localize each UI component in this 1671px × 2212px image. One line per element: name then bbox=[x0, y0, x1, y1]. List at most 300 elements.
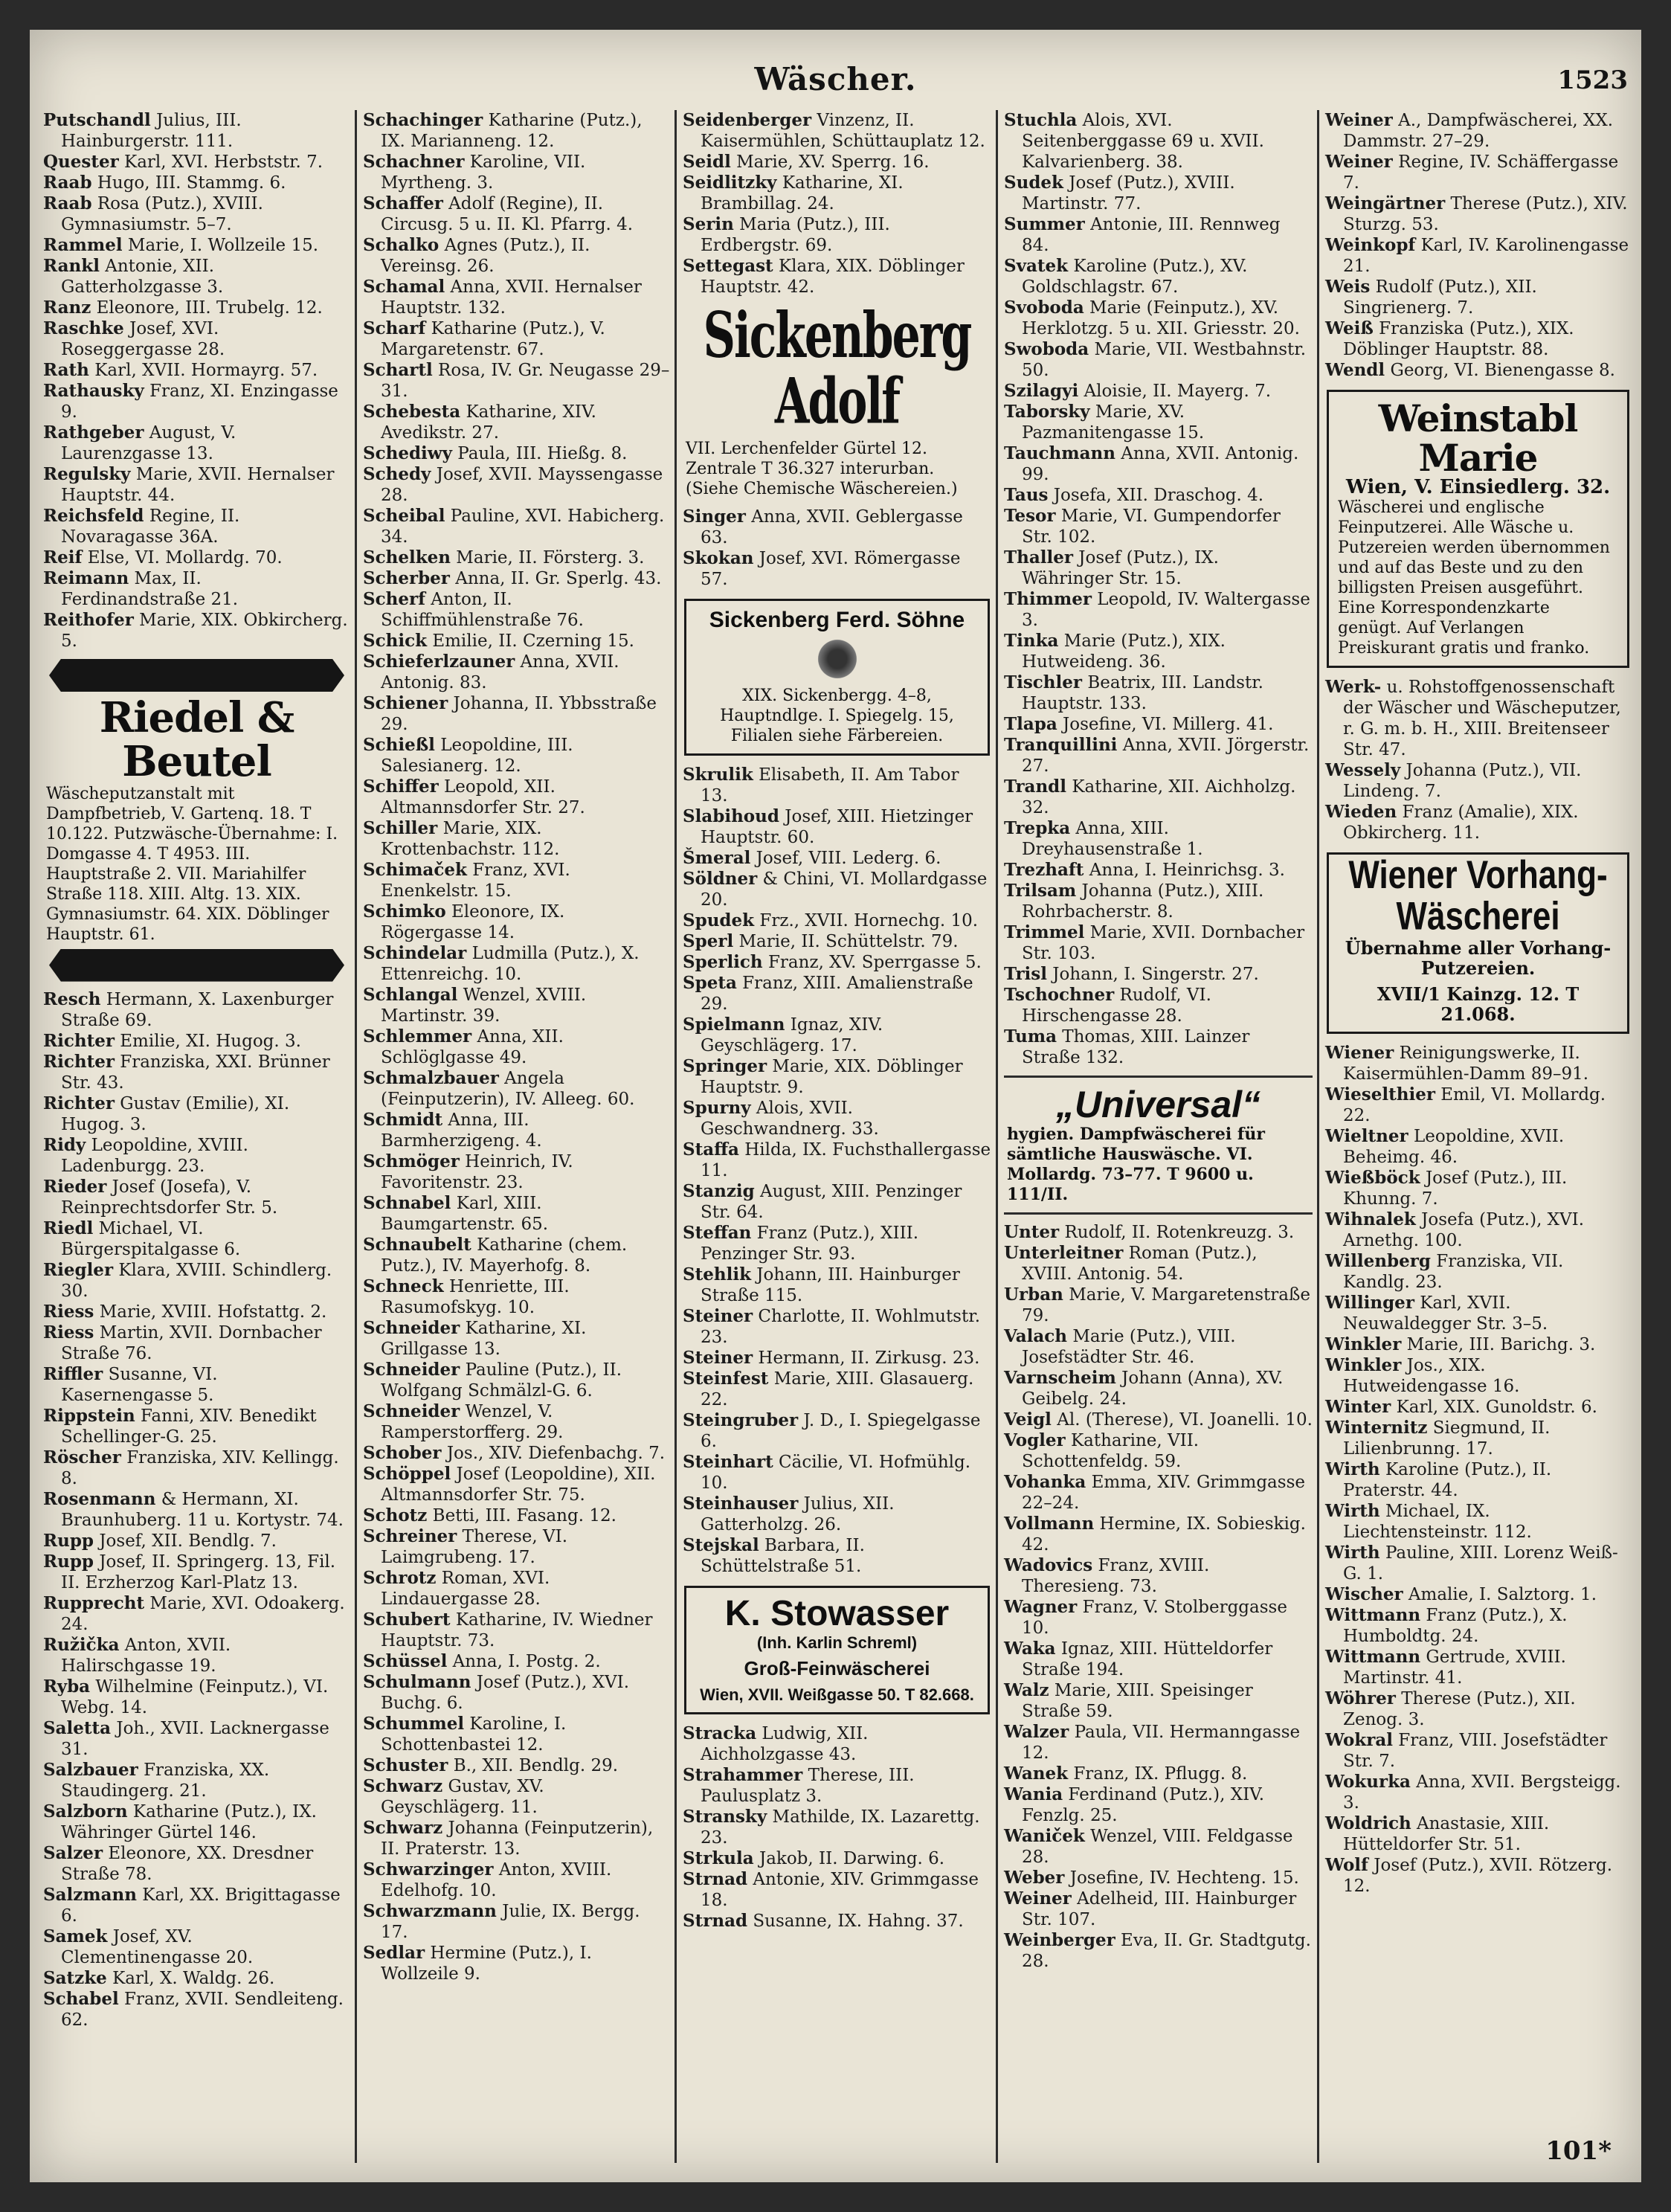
entry-name: Schwarz bbox=[363, 1776, 443, 1796]
entry-details: Wenzel, VIII. Feldgasse 28. bbox=[1022, 1826, 1293, 1867]
directory-entry bbox=[1004, 672, 1313, 714]
page-number: 1523 bbox=[1557, 65, 1628, 95]
entry-details: Emil, VI. Mollardg. 22. bbox=[1343, 1085, 1606, 1126]
entry-details: Charlotte, II. Wohlmutstr. 23. bbox=[701, 1306, 981, 1347]
entry-name: Schwarzmann bbox=[363, 1901, 497, 1921]
entry-name: Rath bbox=[43, 360, 89, 380]
entry-details: Josef (Putz.), XVII. Rötzerg. 12. bbox=[1343, 1856, 1613, 1897]
entry-name: Schindelar bbox=[363, 943, 467, 963]
entry-details: Vinzenz, II. Kaisermühlen, Schüttauplatz 12. bbox=[701, 111, 985, 151]
entry-name: Schmidt bbox=[363, 1110, 443, 1130]
entry-name: Weiner bbox=[1325, 110, 1393, 130]
entry-name: Werk- bbox=[1325, 677, 1382, 697]
directory-entry bbox=[363, 777, 670, 818]
entry-name: Wendl bbox=[1325, 360, 1385, 380]
entry-details: Josef (Putz.), XVIII. Martinstr. 77. bbox=[1022, 173, 1235, 213]
entry-details: Reinigungswerke, II. Kaisermühlen-Damm 89–91. bbox=[1343, 1044, 1589, 1084]
entry-name: Stracka bbox=[683, 1723, 757, 1743]
entry-name: Reichsfeld bbox=[43, 506, 144, 526]
entry-name: Schieferlzauner bbox=[363, 652, 515, 672]
directory-entry bbox=[1004, 1826, 1313, 1868]
entry-name: Schiller bbox=[363, 818, 438, 838]
entry-name: Skrulik bbox=[683, 764, 753, 785]
entry-details: Eleonore, IX. Rögergasse 14. bbox=[381, 902, 565, 942]
entry-details: Marie, II. Försterg. 3. bbox=[451, 548, 645, 568]
entry-name: Schachinger bbox=[363, 110, 483, 130]
entry-details: Hermine (Putz.), I. Wollzeile 9. bbox=[381, 1943, 592, 1984]
entry-name: Schober bbox=[363, 1443, 442, 1463]
entry-name: Schneider bbox=[363, 1401, 460, 1421]
entry-name: Schulmann bbox=[363, 1672, 471, 1692]
directory-entry bbox=[43, 464, 350, 506]
directory-entry bbox=[1325, 1043, 1631, 1084]
entry-name: Schelken bbox=[363, 547, 451, 568]
entry-details: Betti, III. Fasang. 12. bbox=[427, 1506, 616, 1525]
entry-name: Walz bbox=[1004, 1679, 1049, 1700]
directory-entry bbox=[363, 464, 670, 506]
entry-details: Karl, XIX. Gunoldstr. 6. bbox=[1391, 1398, 1597, 1418]
directory-entry bbox=[43, 1302, 350, 1322]
entry-details: A., Dampfwäscherei, XX. Dammstr. 27–29. bbox=[1343, 111, 1614, 151]
directory-entry bbox=[1325, 360, 1631, 381]
entry-details: Eleonore, III. Trubelg. 12. bbox=[91, 298, 323, 318]
directory-entry bbox=[683, 1535, 991, 1577]
entry-details: Marie, XIX. Krottenbachstr. 112. bbox=[381, 819, 560, 859]
entry-name: Riess bbox=[43, 1301, 94, 1322]
entry-details: Beatrix, III. Landstr. Hauptstr. 133. bbox=[1022, 673, 1263, 713]
directory-entry bbox=[363, 506, 670, 547]
entry-name: Rosenmann bbox=[43, 1488, 156, 1509]
directory-entry bbox=[363, 1026, 670, 1068]
directory-entry bbox=[363, 901, 670, 943]
ad-text: Wäscheputzanstalt mit Dampfbetrieb, V. Gartenq. 18. T 10.122. Putzwäsche-Übernahme: I. Domgasse 4. T 4953. III. Hauptstraße 2. VII. Mariahilfer Straße 118. XIII. Altg. 13. XIX. Gymnasiumstr. 64. XIX. Döblinger Hauptstr. 61. bbox=[46, 784, 338, 944]
entry-details: Marie, V. Margaretenstraße 79. bbox=[1022, 1285, 1310, 1325]
entry-list-top bbox=[1004, 110, 1313, 1068]
entry-details: Marie, XIX. Obkircherg. 5. bbox=[61, 611, 348, 651]
entry-details: Katharine (Putz.), V. Margaretenstr. 67. bbox=[381, 319, 605, 359]
entry-name: Strnad bbox=[683, 1868, 748, 1889]
entry-details: Agnes (Putz.), II. Vereinsg. 26. bbox=[381, 236, 590, 276]
ad-vorhang bbox=[1327, 852, 1629, 1034]
entry-name: Summer bbox=[1004, 214, 1085, 234]
entry-details: Emilie, XI. Hugog. 3. bbox=[114, 1031, 301, 1051]
entry-details: Klara, XIX. Döblinger Hauptstr. 42. bbox=[701, 257, 965, 297]
entry-details: Anastasie, XIII. Hütteldorfer Str. 51. bbox=[1343, 1814, 1550, 1855]
directory-entry bbox=[43, 1052, 350, 1093]
directory-entry bbox=[1325, 1209, 1631, 1251]
directory-entry bbox=[683, 507, 991, 548]
entry-details: Else, VI. Mollardg. 70. bbox=[82, 548, 283, 568]
entry-name: Trimmel bbox=[1004, 922, 1085, 942]
entry-name: Schwarz bbox=[363, 1818, 443, 1838]
entry-details: Alois, XVI. Seitenberggasse 69 u. XVII. Kalvarienberg. 38. bbox=[1022, 111, 1264, 172]
entry-details: Fanni, XIV. Benedikt Schellinger-G. 25. bbox=[61, 1406, 317, 1447]
entry-name: Scherber bbox=[363, 568, 450, 588]
directory-entry bbox=[1004, 298, 1313, 339]
directory-entry bbox=[1004, 1722, 1313, 1764]
entry-details: Barbara, II. Schüttelstraße 51. bbox=[701, 1535, 865, 1576]
directory-entry bbox=[43, 152, 350, 173]
entry-name: Samek bbox=[43, 1926, 108, 1946]
entry-name: Thimmer bbox=[1004, 589, 1092, 609]
directory-entry bbox=[683, 548, 991, 590]
directory-entry bbox=[43, 381, 350, 422]
ad-universal bbox=[1004, 1076, 1313, 1215]
entry-list-bottom bbox=[43, 989, 350, 2031]
entry-name: Strahammer bbox=[683, 1764, 803, 1785]
entry-details: Karl, XX. Brigittagasse 6. bbox=[61, 1885, 341, 1926]
column-1 bbox=[37, 110, 357, 2163]
entry-details: Franz, XIII. Amalienstraße 29. bbox=[701, 973, 973, 1014]
directory-entry bbox=[43, 1760, 350, 1801]
entry-details: Franz, XVIII. Theresieng. 73. bbox=[1022, 1555, 1210, 1596]
entry-name: Schöppel bbox=[363, 1464, 451, 1484]
entry-details: Emilie, II. Czerning 15. bbox=[427, 631, 634, 651]
directory-entry bbox=[683, 848, 991, 869]
entry-details: Marie, XIII. Glasauerg. 22. bbox=[701, 1369, 974, 1409]
entry-details: Regine, IV. Schäffergasse 7. bbox=[1343, 152, 1619, 193]
directory-entry bbox=[1004, 173, 1313, 214]
entry-name: Weber bbox=[1004, 1867, 1065, 1888]
entry-name: Vollmann bbox=[1004, 1513, 1095, 1534]
entry-name: Stanzig bbox=[683, 1180, 755, 1201]
entry-name: Satzke bbox=[43, 1967, 107, 1988]
ad-sickenberg-adolf bbox=[683, 300, 991, 499]
ad-title: Wiener Vorhang-Wäscherei bbox=[1348, 853, 1608, 939]
entry-name: Schebesta bbox=[363, 402, 461, 422]
entry-name: Raschke bbox=[43, 318, 124, 338]
ad-title: Sickenberg Adolf bbox=[703, 300, 971, 439]
entry-name: Ryba bbox=[43, 1676, 91, 1697]
entry-details: Marie, XIX. Döblinger Hauptstr. 9. bbox=[701, 1056, 963, 1097]
directory-entry bbox=[363, 1901, 670, 1943]
entry-name: Rupprecht bbox=[43, 1592, 145, 1613]
entry-details: Franziska (Putz.), XIX. Döblinger Hauptstr. 88. bbox=[1343, 319, 1574, 359]
entry-details: Paula, III. Hießg. 8. bbox=[451, 444, 628, 463]
directory-entry bbox=[1004, 1326, 1313, 1368]
directory-entry bbox=[1004, 1680, 1313, 1722]
entry-details: Josefine, VI. Millerg. 41. bbox=[1057, 715, 1274, 734]
entry-details: Ludwig, XII. Aichholzgasse 43. bbox=[701, 1723, 869, 1764]
ad-text: XIX. Sickenbergg. 4–8, Hauptndlge. I. Spiegelg. 15, Filialen siehe Färbereien. bbox=[720, 686, 954, 745]
directory-entry bbox=[363, 1859, 670, 1901]
entry-details: Georg, VI. Bienengasse 8. bbox=[1385, 361, 1615, 380]
entry-details: Katharine (Putz.), IX. Währinger Gürtel 146. bbox=[61, 1801, 317, 1842]
entry-details: Adelheid, III. Hainburger Str. 107. bbox=[1022, 1888, 1297, 1929]
entry-details: Josef, XV. Clementinengasse 20. bbox=[61, 1926, 254, 1967]
entry-details: Therese, III. Paulusplatz 3. bbox=[701, 1765, 915, 1806]
entry-name: Thaller bbox=[1004, 547, 1073, 568]
directory-entry bbox=[363, 1193, 670, 1235]
entry-name: Wania bbox=[1004, 1784, 1063, 1804]
directory-entry bbox=[1004, 1784, 1313, 1826]
entry-details: Anton, XVIII. Edelhofg. 10. bbox=[381, 1860, 612, 1900]
directory-entry bbox=[363, 110, 670, 152]
directory-entry bbox=[363, 1776, 670, 1818]
entry-details: Franziska, XXI. Brünner Str. 43. bbox=[61, 1052, 330, 1093]
entry-details: Josefa (Putz.), XVI. Arnethg. 100. bbox=[1343, 1210, 1585, 1251]
entry-details: Hermine, IX. Sobieskig. 42. bbox=[1022, 1514, 1306, 1554]
directory-entry bbox=[43, 1552, 350, 1593]
entry-name: Taus bbox=[1004, 485, 1049, 505]
directory-entry bbox=[1004, 1514, 1313, 1555]
directory-entry bbox=[363, 1651, 670, 1672]
directory-entry bbox=[43, 360, 350, 381]
directory-entry bbox=[1325, 1730, 1631, 1772]
directory-entry bbox=[1325, 1605, 1631, 1647]
entry-details: Gustav (Emilie), XI. Hugog. 3. bbox=[61, 1093, 290, 1134]
entry-name: Tlapa bbox=[1004, 714, 1057, 734]
entry-name: Wieltner bbox=[1325, 1126, 1408, 1147]
entry-details: Johanna (Feinputzerin), II. Praterstr. 13. bbox=[381, 1819, 654, 1859]
entry-name: Wirth bbox=[1325, 1459, 1380, 1480]
entry-details: Al. (Therese), VI. Joanelli. 10. bbox=[1051, 1409, 1313, 1430]
entry-name: Tauchmann bbox=[1004, 443, 1115, 463]
entry-details: Josefine, IV. Hechteng. 15. bbox=[1064, 1868, 1299, 1888]
entry-list-top bbox=[1325, 110, 1631, 381]
entry-name: Schimaček bbox=[363, 860, 467, 880]
directory-entry bbox=[683, 952, 991, 973]
entry-name: Vohanka bbox=[1004, 1471, 1086, 1492]
entry-details: Ludmilla (Putz.), X. Ettenreichg. 10. bbox=[381, 944, 640, 984]
entry-name: Schummel bbox=[363, 1714, 465, 1734]
entry-name: Rathgeber bbox=[43, 422, 144, 443]
directory-entry bbox=[43, 1718, 350, 1760]
entry-name: Rammel bbox=[43, 235, 123, 255]
directory-entry bbox=[43, 1593, 350, 1635]
entry-list-top bbox=[683, 110, 991, 298]
entry-details: Michael, VI. Bürgerspitalgasse 6. bbox=[61, 1218, 241, 1259]
entry-name: Söldner bbox=[683, 868, 758, 889]
directory-entry bbox=[1325, 1168, 1631, 1209]
entry-details: Josef, II. Springerg. 13, Fil. II. Erzherzog Karl-Platz 13. bbox=[61, 1552, 336, 1592]
directory-entry bbox=[43, 422, 350, 464]
directory-entry bbox=[43, 1406, 350, 1447]
directory-entry bbox=[1325, 1293, 1631, 1334]
directory-entry bbox=[1325, 1647, 1631, 1688]
entry-details: Josef, VIII. Lederg. 6. bbox=[750, 848, 941, 868]
directory-entry bbox=[1325, 1855, 1631, 1897]
directory-entry bbox=[363, 943, 670, 985]
column-2 bbox=[357, 110, 677, 2163]
entry-name: Schlemmer bbox=[363, 1026, 472, 1046]
directory-entry bbox=[363, 1672, 670, 1714]
directory-entry bbox=[43, 256, 350, 298]
entry-details: Johanna, II. Ybbsstraße 29. bbox=[381, 694, 657, 734]
directory-entry bbox=[43, 1177, 350, 1218]
entry-details: Leopold, IV. Waltergasse 3. bbox=[1022, 590, 1310, 630]
directory-entry bbox=[683, 1348, 991, 1369]
directory-entry bbox=[1004, 443, 1313, 485]
entry-details: Susanne, VI. Kasernengasse 5. bbox=[61, 1364, 218, 1405]
directory-entry bbox=[683, 1306, 991, 1348]
directory-entry bbox=[363, 1818, 670, 1859]
entry-name: Stehlik bbox=[683, 1264, 751, 1285]
entry-details: Anna, XVII. Antonig. 83. bbox=[381, 652, 619, 692]
entry-name: Willinger bbox=[1325, 1293, 1414, 1314]
entry-name: Rathausky bbox=[43, 381, 144, 401]
directory-entry bbox=[1004, 735, 1313, 777]
entry-details: Paula, VII. Hermanngasse 12. bbox=[1022, 1722, 1301, 1763]
directory-entry bbox=[1004, 1555, 1313, 1597]
entry-name: Scharf bbox=[363, 318, 426, 338]
entry-details: Josef (Josefa), V. Reinprechtsdorfer Str. 5. bbox=[61, 1177, 278, 1218]
directory-entry bbox=[363, 735, 670, 777]
entry-name: Sedlar bbox=[363, 1943, 425, 1963]
entry-name: Seidl bbox=[683, 152, 731, 172]
directory-entry bbox=[43, 298, 350, 318]
entry-details: Franz, XV. Sperrgasse 5. bbox=[762, 952, 982, 972]
entry-details: Joh., XVII. Lacknergasse 31. bbox=[61, 1718, 329, 1759]
entry-name: Resch bbox=[43, 988, 101, 1009]
entry-name: Speta bbox=[683, 972, 737, 993]
entry-details: Karl, X. Waldg. 26. bbox=[106, 1968, 275, 1988]
entry-details: Marie, II. Schüttelstr. 79. bbox=[733, 931, 959, 951]
entry-details: Hermann, X. Laxenburger Straße 69. bbox=[61, 989, 334, 1030]
entry-details: Wenzel, XVIII. Martinstr. 39. bbox=[381, 986, 587, 1026]
entry-details: Karoline (Putz.), XV. Goldschlagstr. 67. bbox=[1022, 257, 1248, 297]
divider bbox=[1004, 1076, 1313, 1078]
entry-name: Richter bbox=[43, 1093, 115, 1113]
directory-entry bbox=[363, 589, 670, 631]
directory-entry bbox=[1004, 860, 1313, 881]
entry-details: Katharine, XI. Brambillag. 24. bbox=[701, 173, 904, 213]
entry-name: Schneck bbox=[363, 1276, 444, 1296]
directory-entry bbox=[363, 360, 670, 402]
entry-details: Franz (Amalie), XIX. Obkircherg. 11. bbox=[1343, 803, 1579, 843]
entry-details: Josef (Putz.), IX. Währinger Str. 15. bbox=[1022, 548, 1219, 588]
ad-address: Wien, XVII. Weißgasse 50. T 82.668. bbox=[700, 1685, 974, 1704]
entry-name: Rieder bbox=[43, 1176, 107, 1197]
directory-entry bbox=[363, 631, 670, 652]
ad-stowasser bbox=[684, 1586, 990, 1714]
entry-details: Antonie, III. Rennweg 84. bbox=[1022, 215, 1281, 255]
entry-list-mid bbox=[683, 507, 991, 590]
entry-name: Reimann bbox=[43, 568, 129, 588]
entry-details: Marie, VI. Gumpendorfer Str. 102. bbox=[1022, 507, 1281, 547]
entry-details: Wilhelmine (Feinputz.), VI. Webg. 14. bbox=[61, 1676, 329, 1717]
entry-name: Valach bbox=[1004, 1325, 1068, 1346]
entry-details: Therese (Putz.), XII. Zenog. 3. bbox=[1343, 1689, 1576, 1730]
directory-entry bbox=[363, 1360, 670, 1401]
directory-entry bbox=[363, 1443, 670, 1464]
entry-name: Skokan bbox=[683, 548, 754, 568]
entry-details: Marie (Feinputz.), XV. Herklotzg. 5 u. XII. Griesstr. 20. bbox=[1022, 298, 1300, 338]
entry-details: Therese, VI. Laimgrubeng. 17. bbox=[381, 1527, 568, 1567]
entry-name: Wirth bbox=[1325, 1543, 1380, 1563]
ad-title: Weinstabl Marie bbox=[1378, 396, 1578, 480]
entry-details: Pauline (Putz.), II. Wolfgang Schmälzl-G. 6. bbox=[381, 1360, 622, 1401]
entry-details: Roman (Putz.), XVIII. Antonig. 54. bbox=[1022, 1243, 1258, 1284]
entry-details: August, V. Laurenzgasse 13. bbox=[61, 423, 236, 463]
directory-entry bbox=[1004, 1243, 1313, 1285]
entry-name: Settegast bbox=[683, 256, 773, 276]
entry-details: Klara, XVIII. Schindlerg. 30. bbox=[61, 1260, 332, 1301]
directory-entry bbox=[43, 235, 350, 256]
entry-name: Tischler bbox=[1004, 672, 1083, 692]
entry-name: Winternitz bbox=[1325, 1418, 1428, 1438]
entry-name: Weinberger bbox=[1004, 1929, 1115, 1950]
entry-details: Marie, XV. Sperrg. 16. bbox=[730, 152, 930, 172]
entry-details: Pauline, XIII. Lorenz Weiß-G. 1. bbox=[1343, 1543, 1618, 1584]
entry-name: Spurny bbox=[683, 1097, 751, 1118]
entry-details: Karoline, VII. Myrtheng. 3. bbox=[381, 152, 586, 193]
directory-entry bbox=[1325, 677, 1631, 760]
ad-kind: Groß-Feinwäscherei bbox=[744, 1656, 930, 1679]
entry-details: Julius, III. Hainburgerstr. 111. bbox=[61, 111, 242, 151]
entry-list-top bbox=[43, 110, 350, 652]
entry-details: Angela (Feinputzerin), IV. Alleeg. 60. bbox=[381, 1069, 635, 1109]
directory-entry bbox=[363, 860, 670, 901]
entry-name: Wokral bbox=[1325, 1730, 1393, 1751]
directory-entry bbox=[43, 173, 350, 193]
entry-name: Schrotz bbox=[363, 1568, 437, 1588]
entry-name: Schmalzbauer bbox=[363, 1068, 499, 1088]
entry-details: Anna, XVII. Antonig. 99. bbox=[1022, 444, 1299, 484]
entry-details: Pauline, XVI. Habicherg. 34. bbox=[381, 507, 665, 547]
directory-entry bbox=[43, 1635, 350, 1676]
entry-name: Schuster bbox=[363, 1755, 448, 1775]
directory-entry bbox=[683, 1264, 991, 1306]
directory-entry bbox=[43, 1031, 350, 1052]
ad-title: K. Stowasser bbox=[724, 1593, 950, 1633]
directory-entry bbox=[363, 1505, 670, 1526]
directory-entry bbox=[1004, 589, 1313, 631]
entry-name: Schlangal bbox=[363, 985, 458, 1005]
entry-name: Steiner bbox=[683, 1347, 753, 1368]
entry-details: Marie (Putz.), XIX. Hutweideng. 36. bbox=[1022, 631, 1226, 672]
directory-entry bbox=[43, 506, 350, 547]
entry-details: Karl, XVII. Hormayrg. 57. bbox=[88, 361, 318, 380]
entry-details: Anna, XVII. Bergsteigg. 3. bbox=[1343, 1772, 1621, 1813]
entry-name: Wanek bbox=[1004, 1763, 1069, 1784]
entry-name: Seidenberger bbox=[683, 110, 812, 130]
entry-details: Anna, XVII. Geblergasse 63. bbox=[701, 507, 963, 547]
directory-entry bbox=[1004, 1472, 1313, 1514]
entry-name: Waniček bbox=[1004, 1825, 1085, 1846]
entry-list-bottom bbox=[683, 765, 991, 1577]
directory-entry bbox=[43, 318, 350, 360]
directory-entry bbox=[683, 256, 991, 298]
directory-entry bbox=[683, 173, 991, 214]
directory-entry bbox=[1325, 1688, 1631, 1730]
ad-band-top bbox=[49, 659, 344, 692]
entry-name: Raab bbox=[43, 173, 92, 193]
entry-details: Johann, III. Hainburger Straße 115. bbox=[701, 1264, 960, 1305]
entry-name: Schwarzinger bbox=[363, 1859, 494, 1880]
entry-name: Varnscheim bbox=[1004, 1367, 1116, 1388]
entry-details: J. D., I. Spiegelgasse 6. bbox=[701, 1410, 981, 1451]
entry-name: Steinfest bbox=[683, 1368, 769, 1389]
ad-title: Sickenberg Ferd. Söhne bbox=[709, 608, 965, 632]
directory-entry bbox=[683, 1765, 991, 1807]
directory-entry bbox=[1004, 1430, 1313, 1472]
entry-details: Anna, XIII. Dreyhausenstraße 1. bbox=[1022, 819, 1203, 859]
entry-name: Röscher bbox=[43, 1447, 121, 1467]
entry-details: Antonie, XIV. Grimmgasse 18. bbox=[701, 1869, 979, 1910]
entry-details: Rudolf, VI. Hirschengasse 28. bbox=[1022, 986, 1211, 1026]
directory-entry bbox=[43, 1676, 350, 1718]
directory-entry bbox=[1004, 1597, 1313, 1639]
entry-name: Wiener bbox=[1325, 1043, 1394, 1064]
entry-name: Weiner bbox=[1004, 1888, 1072, 1909]
entry-name: Steiner bbox=[683, 1305, 753, 1326]
directory-entry bbox=[43, 1260, 350, 1302]
entry-details: Julie, IX. Bergg. 17. bbox=[381, 1902, 640, 1942]
entry-name: Schnabel bbox=[363, 1193, 451, 1213]
entry-details: Karl, XVI. Herbststr. 7. bbox=[118, 152, 323, 172]
directory-entry bbox=[683, 1452, 991, 1494]
